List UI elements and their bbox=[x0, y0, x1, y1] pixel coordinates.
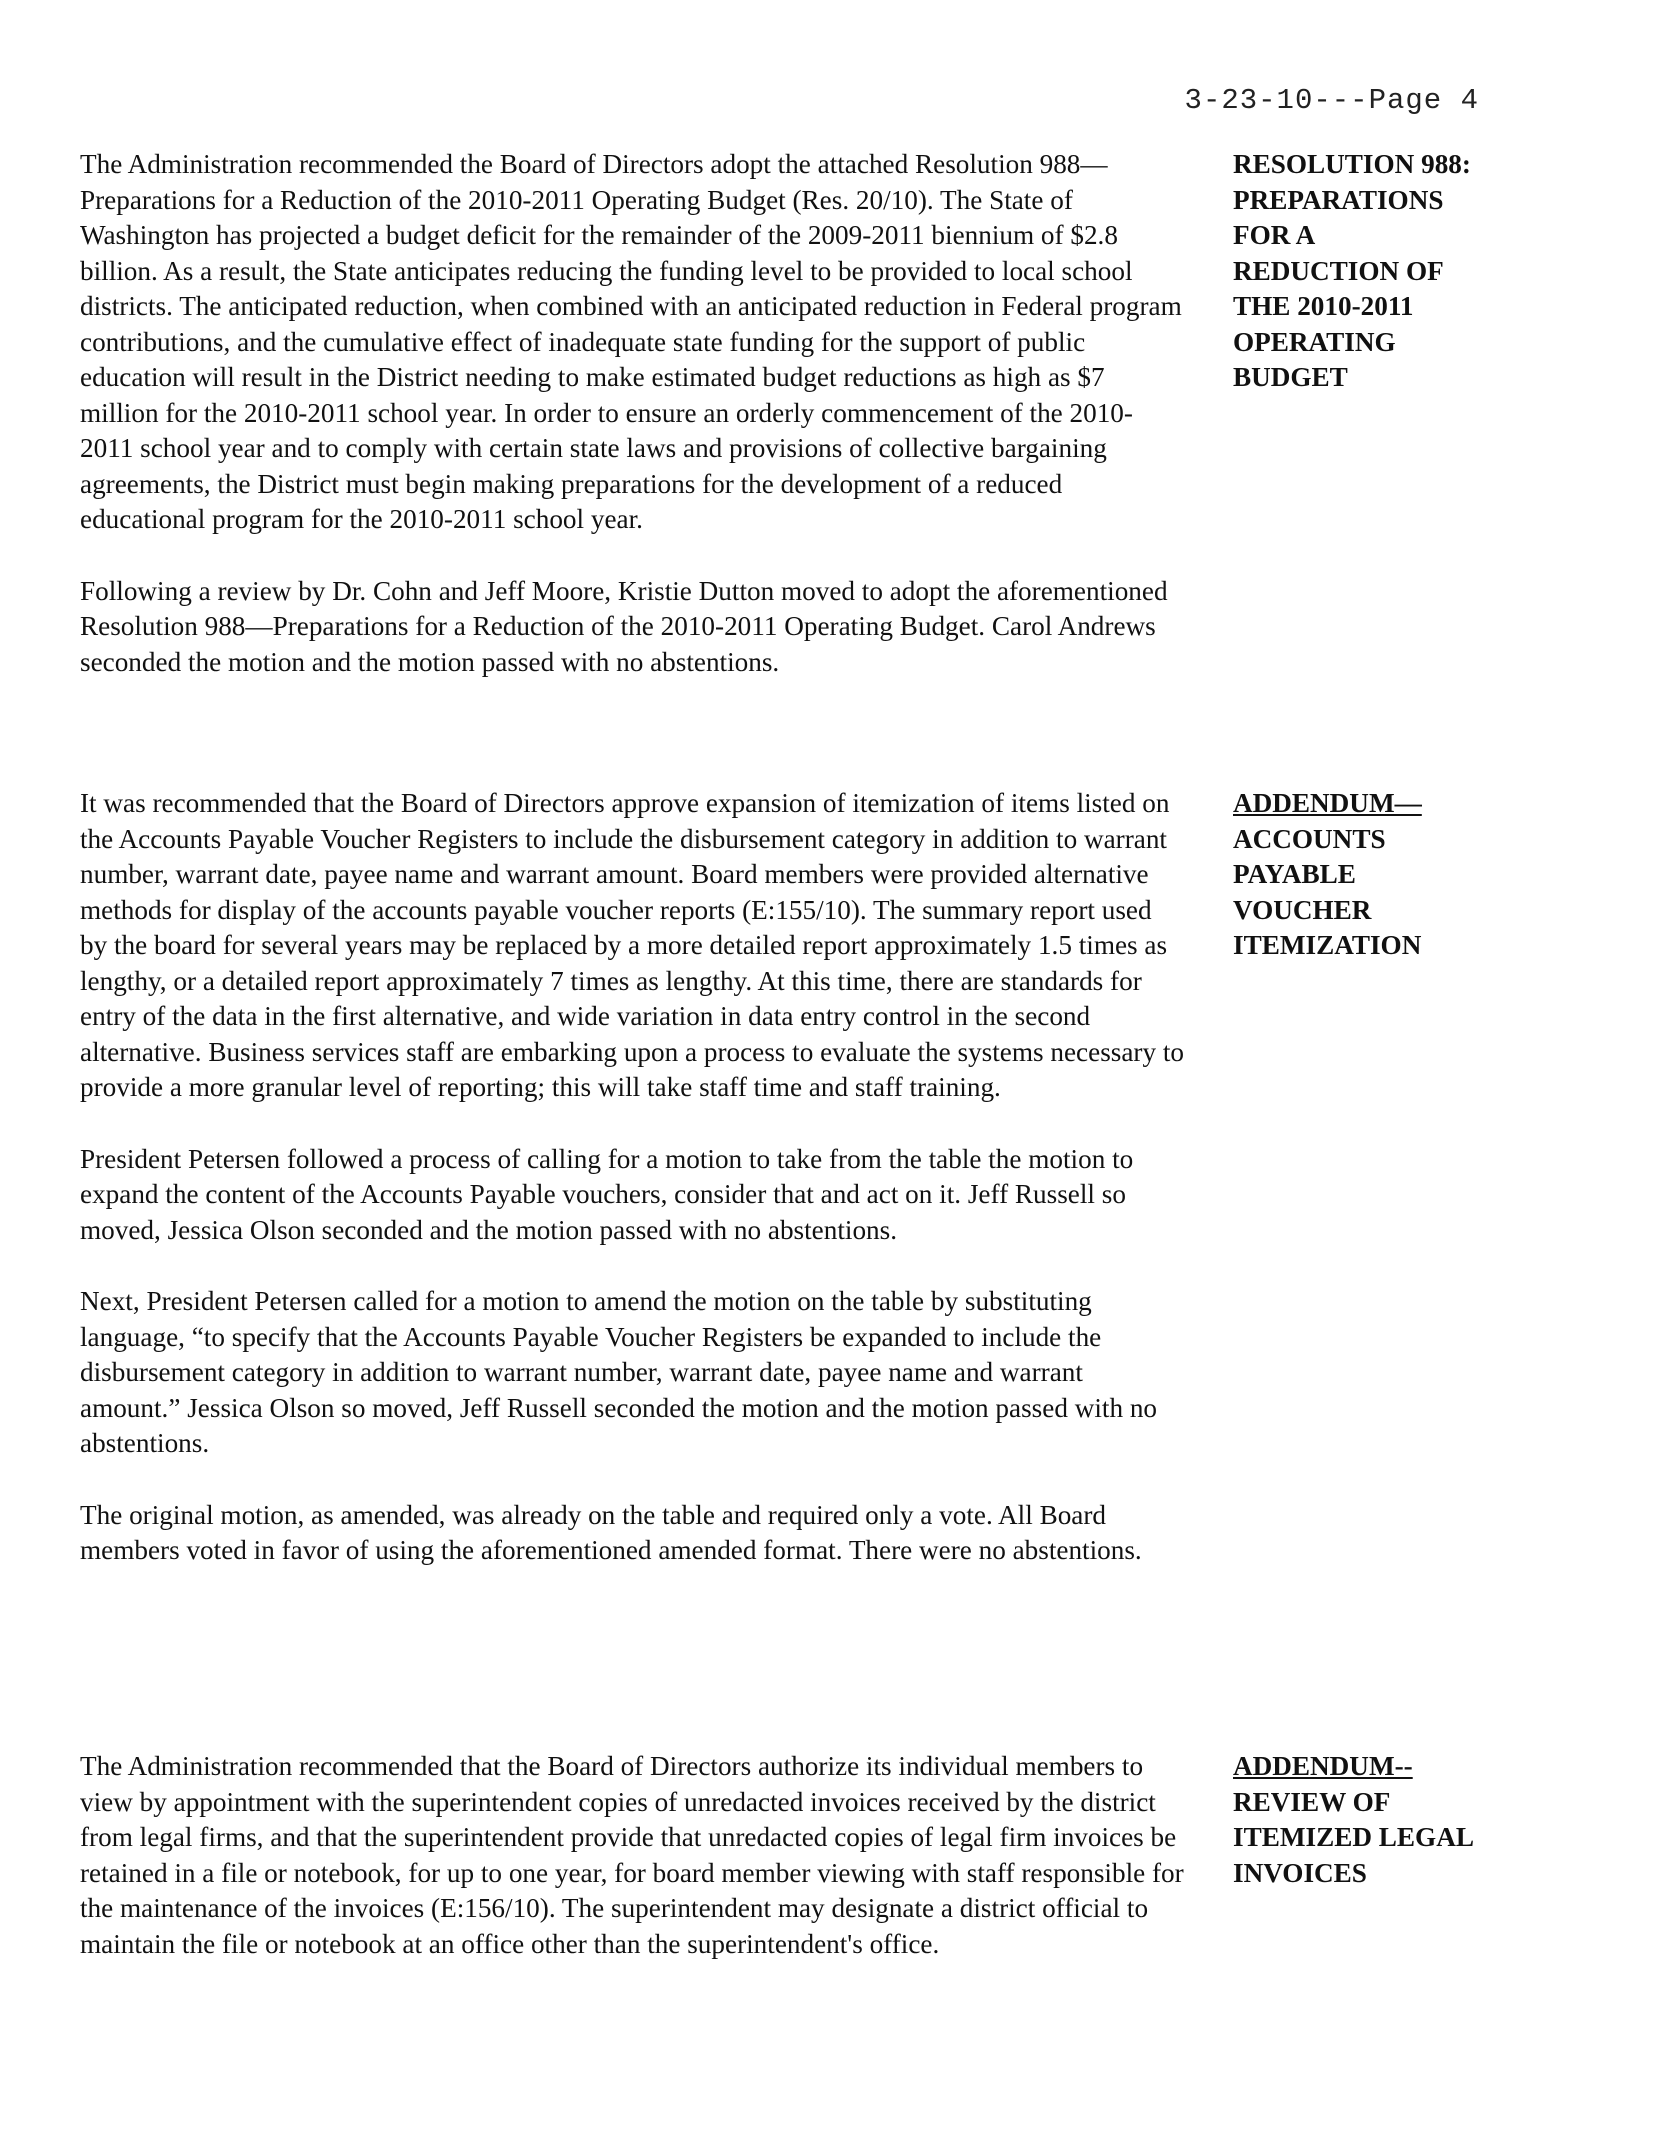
paragraph: It was recommended that the Board of Directors approve expansion of itemization of items listed on the Accounts Payable Voucher Registers to include the disbursement category in addition to warrant number, warrant date, payee name and warrant amount. Board members were provided alternative methods for display of the accounts payable voucher reports (E:155/10). The summary report used by the board for several years may be replaced by a more detailed report approximately 1.5 times as lengthy, or a detailed report approximately 7 times as lengthy. At this time, there are standards for entry of the data in the first alternative, and wide variation in data entry control in the second alternative. Business services staff are embarking upon a process to evaluate the systems necessary to provide a more granular level of reporting; this will take staff time and staff training. bbox=[80, 788, 1185, 1102]
heading-line: FOR A bbox=[1233, 220, 1316, 250]
paragraph: Following a review by Dr. Cohn and Jeff Moore, Kristie Dutton moved to adopt the aforementioned Resolution 988—Preparations for a Reduction of the 2010-2011 Operating Budget. Carol Andrews seconded the motion and the motion passed with no abstentions. bbox=[80, 575, 1168, 677]
heading-line: VOUCHER bbox=[1233, 894, 1372, 925]
heading-line: INVOICES bbox=[1233, 1857, 1367, 1888]
section-body bbox=[80, 786, 1185, 1605]
heading-line: RESOLUTION 988: bbox=[1233, 149, 1471, 179]
heading-line: OPERATING bbox=[1233, 326, 1396, 357]
paragraph: The original motion, as amended, was already on the table and required only a vote. All Board members voted in favor of using the aforementioned amended format. There were no abstentions. bbox=[80, 1499, 1142, 1565]
heading-line: ITEMIZATION bbox=[1233, 930, 1422, 960]
heading-line: REVIEW OF bbox=[1233, 1786, 1391, 1817]
heading-line: ADDENDUM-- bbox=[1233, 1751, 1413, 1781]
section-body bbox=[80, 147, 1185, 716]
margin-heading bbox=[1233, 147, 1533, 396]
heading-line: ITEMIZED LEGAL bbox=[1233, 1822, 1474, 1852]
paragraph: The Administration recommended that the Board of Directors authorize its individual members to view by appointment with the superintendent copies of unredacted invoices received by the district from legal firms, and that the superintendent provide that unredacted copies of legal firm invoices be retained in a file or notebook, for up to one year, for board member viewing with staff responsible for the maintenance of the invoices (E:156/10). The superintendent may designate a district official to maintain the file or notebook at an office other than the superintendent's office. bbox=[80, 1751, 1184, 1959]
heading-line: REDUCTION OF bbox=[1233, 255, 1444, 286]
margin-heading bbox=[1233, 786, 1533, 964]
paragraph: President Petersen followed a process of calling for a motion to take from the table the motion to expand the content of the Accounts Payable vouchers, consider that and act on it. Jeff Russell so moved, Jessica Olson seconded and the motion passed with no abstentions. bbox=[80, 1143, 1134, 1245]
heading-line: BUDGET bbox=[1233, 362, 1348, 392]
heading-line: ADDENDUM— bbox=[1233, 788, 1422, 818]
margin-heading bbox=[1233, 1749, 1533, 1891]
heading-line: PAYABLE bbox=[1233, 859, 1356, 889]
paragraph: Next, President Petersen called for a motion to amend the motion on the table by substituting language, “to specify that the Accounts Payable Voucher Registers be expanded to include the disbursement category in addition to warrant number, warrant date, payee name and warrant amount.” Jessica Olson so moved, Jeff Russell seconded the motion and the motion passed with no abstentions. bbox=[80, 1286, 1158, 1458]
heading-line: PREPARATIONS bbox=[1233, 184, 1444, 215]
heading-line: THE 2010-2011 bbox=[1233, 291, 1414, 321]
heading-line: ACCOUNTS bbox=[1233, 823, 1386, 854]
page-reference: 3-23-10---Page 4 bbox=[1184, 84, 1479, 117]
paragraph: The Administration recommended the Board of Directors adopt the attached Resolution 988—Preparations for a Reduction of the 2010-2011 Operating Budget (Res. 20/10). The State of Washington has projected a budget deficit for the remainder of the 2009-2011 biennium of $2.8 billion. As a result, the State anticipates reducing the funding level to be provided to local school districts. The anticipated reduction, when combined with an anticipated reduction in Federal program contributions, and the cumulative effect of inadequate state funding for the support of public education will result in the District needing to make estimated budget reductions as high as $7 million for the 2010-2011 school year. In order to ensure an orderly commencement of the 2010-2011 school year and to comply with certain state laws and provisions of collective bargaining agreements, the District must begin making preparations for the development of a reduced educational program for the 2010-2011 school year. bbox=[80, 149, 1182, 534]
section-body bbox=[80, 1749, 1185, 1998]
